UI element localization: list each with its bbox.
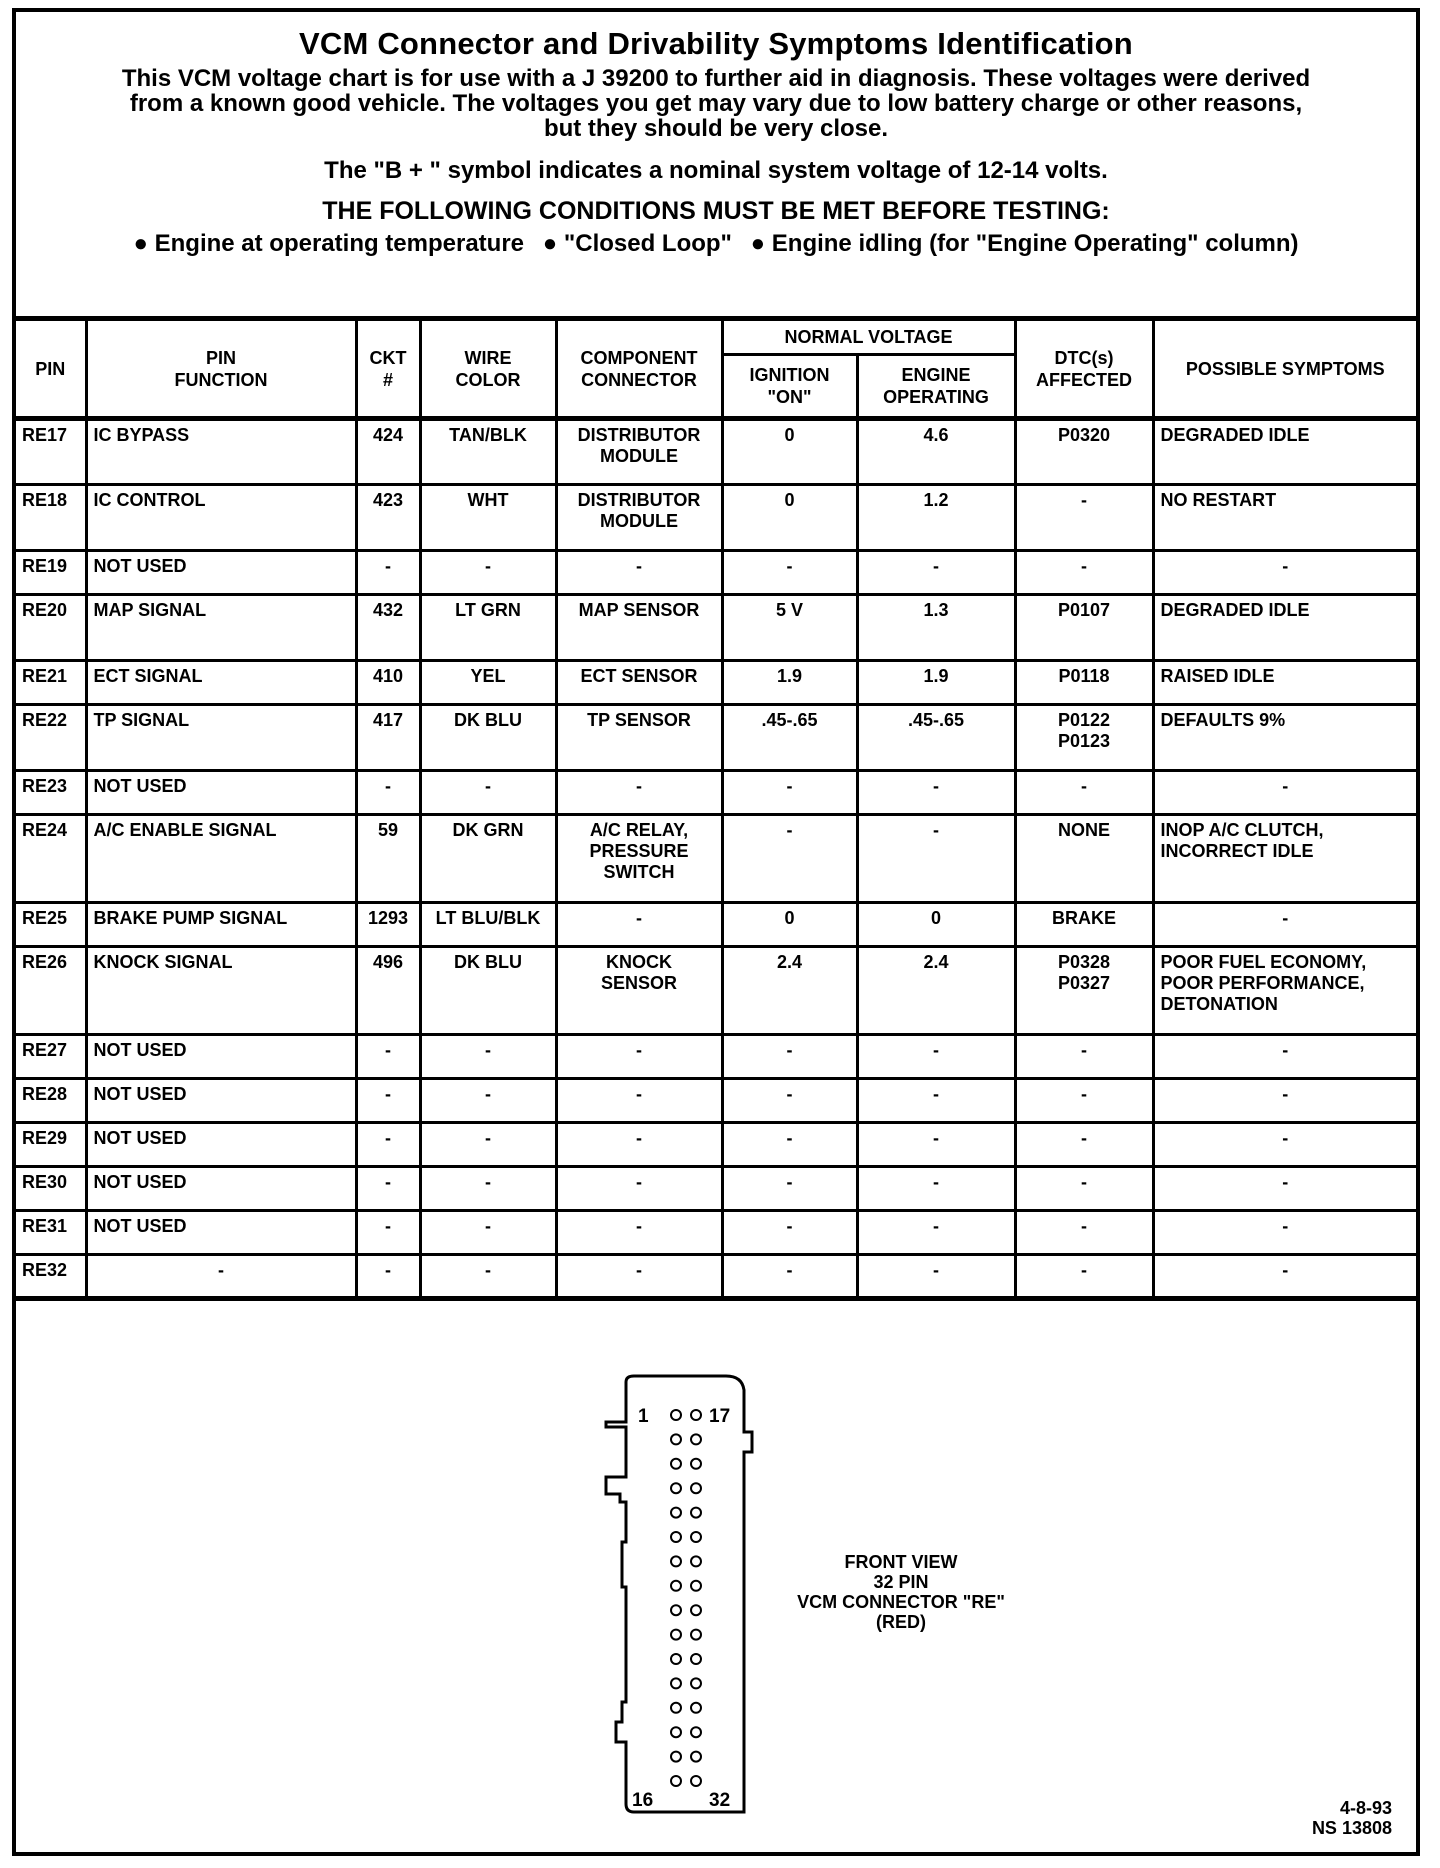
cell-engine-operating: - [857,1255,1015,1299]
pin-label-32: 32 [709,1790,731,1811]
col-header-dtc-affected: DTC(s) AFFECTED [1015,319,1153,419]
table-row [16,815,1416,903]
cell-possible-symptoms: NO RESTART [1153,485,1416,551]
cell-pin: RE27 [16,1035,86,1079]
cell-pin: RE19 [16,551,86,595]
cell-wire-color: - [420,1123,556,1167]
cell-possible-symptoms: RAISED IDLE [1153,661,1416,705]
cell-ckt: 59 [356,815,420,903]
table-row [16,1255,1416,1299]
table-row [16,1035,1416,1079]
cell-pin-function: MAP SIGNAL [86,595,356,661]
cell-wire-color: - [420,551,556,595]
pin-hole [671,1483,681,1493]
cell-wire-color: - [420,771,556,815]
col-header-pin: PIN [16,319,86,419]
cell-pin-function: - [86,1255,356,1299]
pin-hole [671,1678,681,1688]
pin-hole [671,1410,681,1420]
cell-dtc-affected: - [1015,771,1153,815]
cell-component-connector: A/C RELAY, PRESSURE SWITCH [556,815,722,903]
intro-line-3: but they should be very close. [543,115,889,142]
cell-wire-color: WHT [420,485,556,551]
pin-hole [671,1508,681,1518]
cell-component-connector: ECT SENSOR [556,661,722,705]
document-header [16,12,1416,312]
cell-ignition-on: 1.9 [722,661,857,705]
cell-ckt: - [356,1123,420,1167]
cell-component-connector: - [556,1079,722,1123]
cell-pin: RE25 [16,903,86,947]
pin-hole [671,1654,681,1664]
table-header-row [16,319,1416,355]
pin-hole [691,1630,701,1640]
table-row [16,1211,1416,1255]
connector-caption [756,1552,1046,1632]
cell-component-connector: - [556,771,722,815]
table-row [16,705,1416,771]
caption-line: (RED) [876,1612,926,1632]
cell-ignition-on: - [722,1079,857,1123]
pin-hole [671,1605,681,1615]
pin-hole [671,1532,681,1542]
pin-hole [691,1605,701,1615]
pin-hole [691,1703,701,1713]
cell-pin-function: IC BYPASS [86,419,356,485]
cell-pin-function: KNOCK SIGNAL [86,947,356,1035]
cell-component-connector: KNOCK SENSOR [556,947,722,1035]
cell-component-connector: DISTRIBUTOR MODULE [556,485,722,551]
condition-item: ● "Closed Loop" [542,230,732,257]
cell-wire-color: - [420,1167,556,1211]
document-reference [1312,1798,1392,1838]
table-row [16,1167,1416,1211]
cell-engine-operating: 1.3 [857,595,1015,661]
connector-diagram [576,1372,776,1822]
cell-component-connector: - [556,1211,722,1255]
cell-ignition-on: 0 [722,903,857,947]
col-header-ignition-on: IGNITION "ON" [722,355,857,419]
cell-ignition-on: - [722,1211,857,1255]
bplus-note: The "B + " symbol indicates a nominal system voltage of 12-14 volts. [324,157,1108,184]
cell-component-connector: - [556,1123,722,1167]
cell-engine-operating: 2.4 [857,947,1015,1035]
cell-pin-function: BRAKE PUMP SIGNAL [86,903,356,947]
intro-paragraph [56,66,1376,141]
cell-wire-color: DK BLU [420,705,556,771]
cell-wire-color: DK GRN [420,815,556,903]
cell-component-connector: TP SENSOR [556,705,722,771]
caption-line: 32 PIN [873,1572,929,1592]
cell-ignition-on: - [722,1123,857,1167]
caption-line: FRONT VIEW [844,1552,958,1572]
document-title: VCM Connector and Drivability Symptoms Identification [299,26,1133,61]
intro-line-2: from a known good vehicle. The voltages you get may vary due to low battery charge or other reasons, [129,90,1303,117]
cell-possible-symptoms: - [1153,1123,1416,1167]
pin-label-1: 1 [638,1406,649,1427]
col-header-ckt: CKT # [356,319,420,419]
pin-hole [691,1581,701,1591]
pin-holes [671,1410,701,1786]
cell-engine-operating: - [857,1211,1015,1255]
pin-hole [691,1410,701,1420]
cell-ckt: 424 [356,419,420,485]
cell-dtc-affected: - [1015,1079,1153,1123]
cell-pin: RE24 [16,815,86,903]
cell-possible-symptoms: DEGRADED IDLE [1153,595,1416,661]
pin-hole [691,1678,701,1688]
vcm-voltage-table [16,316,1416,1301]
cell-wire-color: - [420,1255,556,1299]
cell-wire-color: - [420,1035,556,1079]
cell-pin-function: IC CONTROL [86,485,356,551]
pin-hole [691,1459,701,1469]
cell-possible-symptoms: - [1153,551,1416,595]
cell-possible-symptoms: - [1153,1079,1416,1123]
cell-possible-symptoms: DEGRADED IDLE [1153,419,1416,485]
cell-possible-symptoms: INOP A/C CLUTCH, INCORRECT IDLE [1153,815,1416,903]
cell-pin-function: ECT SIGNAL [86,661,356,705]
cell-engine-operating: - [857,815,1015,903]
cell-ckt: - [356,551,420,595]
cell-possible-symptoms: - [1153,903,1416,947]
cell-pin: RE22 [16,705,86,771]
cell-ckt: 1293 [356,903,420,947]
cell-pin: RE20 [16,595,86,661]
cell-dtc-affected: BRAKE [1015,903,1153,947]
pin-hole [671,1459,681,1469]
pin-hole [671,1703,681,1713]
pin-hole [691,1776,701,1786]
cell-ignition-on: - [722,771,857,815]
pin-hole [691,1532,701,1542]
cell-dtc-affected: - [1015,1255,1153,1299]
cell-wire-color: TAN/BLK [420,419,556,485]
cell-ckt: - [356,1167,420,1211]
cell-pin-function: NOT USED [86,1035,356,1079]
pin-hole [691,1508,701,1518]
pin-hole [671,1434,681,1444]
cell-pin: RE17 [16,419,86,485]
cell-component-connector: - [556,551,722,595]
table-row [16,419,1416,485]
cell-engine-operating: - [857,1167,1015,1211]
cell-ckt: 417 [356,705,420,771]
cell-dtc-affected: - [1015,1167,1153,1211]
cell-pin: RE32 [16,1255,86,1299]
cell-engine-operating: 4.6 [857,419,1015,485]
cell-ckt: - [356,1079,420,1123]
table-row [16,485,1416,551]
cell-ignition-on: 0 [722,485,857,551]
cell-possible-symptoms: - [1153,771,1416,815]
cell-ckt: - [356,771,420,815]
cell-engine-operating: .45-.65 [857,705,1015,771]
cell-ckt: 496 [356,947,420,1035]
connector-outline [606,1376,752,1812]
document-number: NS 13808 [1311,1818,1392,1838]
cell-possible-symptoms: DEFAULTS 9% [1153,705,1416,771]
cell-ignition-on: - [722,551,857,595]
cell-pin: RE18 [16,485,86,551]
caption-line: VCM CONNECTOR "RE" [797,1592,1005,1612]
cell-dtc-affected: P0328 P0327 [1015,947,1153,1035]
cell-component-connector: - [556,1255,722,1299]
pin-label-17: 17 [709,1406,731,1427]
cell-component-connector: - [556,903,722,947]
cell-component-connector: - [556,1167,722,1211]
cell-pin-function: NOT USED [86,1167,356,1211]
cell-wire-color: DK BLU [420,947,556,1035]
cell-dtc-affected: - [1015,1035,1153,1079]
table-row [16,771,1416,815]
table-row [16,595,1416,661]
cell-dtc-affected: - [1015,1211,1153,1255]
cell-ckt: - [356,1211,420,1255]
cell-pin: RE28 [16,1079,86,1123]
cell-possible-symptoms: - [1153,1035,1416,1079]
cell-wire-color: - [420,1079,556,1123]
table-row [16,947,1416,1035]
pin-hole [691,1727,701,1737]
cell-pin-function: TP SIGNAL [86,705,356,771]
col-header-pin-function: PIN FUNCTION [86,319,356,419]
condition-item: ● Engine idling (for "Engine Operating" column) [750,230,1299,257]
cell-ignition-on: - [722,1167,857,1211]
pin-hole [691,1483,701,1493]
cell-ignition-on: - [722,1255,857,1299]
cell-component-connector: - [556,1035,722,1079]
pin-hole [671,1776,681,1786]
cell-pin-function: NOT USED [86,1079,356,1123]
cell-engine-operating: 1.9 [857,661,1015,705]
col-header-engine-operating: ENGINE OPERATING [857,355,1015,419]
cell-dtc-affected: - [1015,1123,1153,1167]
table-row [16,903,1416,947]
cell-ckt: 432 [356,595,420,661]
cell-ignition-on: 5 V [722,595,857,661]
pin-hole [691,1752,701,1762]
pin-hole [671,1752,681,1762]
cell-ignition-on: - [722,1035,857,1079]
cell-pin: RE29 [16,1123,86,1167]
cell-pin: RE26 [16,947,86,1035]
pin-hole [671,1581,681,1591]
table-row [16,1123,1416,1167]
cell-dtc-affected: NONE [1015,815,1153,903]
cell-engine-operating: - [857,551,1015,595]
cell-ckt: - [356,1035,420,1079]
cell-possible-symptoms: - [1153,1211,1416,1255]
cell-ignition-on: .45-.65 [722,705,857,771]
cell-dtc-affected: P0320 [1015,419,1153,485]
cell-component-connector: MAP SENSOR [556,595,722,661]
table-row [16,661,1416,705]
conditions-title: THE FOLLOWING CONDITIONS MUST BE MET BEFORE TESTING: [322,197,1110,225]
col-header-wire-color: WIRE COLOR [420,319,556,419]
cell-pin: RE30 [16,1167,86,1211]
cell-pin-function: NOT USED [86,771,356,815]
document-sheet [12,8,1420,1856]
cell-possible-symptoms: - [1153,1167,1416,1211]
col-header-possible-symptoms: POSSIBLE SYMPTOMS [1153,319,1416,419]
cell-ckt: 423 [356,485,420,551]
cell-ignition-on: - [722,815,857,903]
pin-label-16: 16 [632,1790,654,1811]
document-date: 4-8-93 [1339,1798,1392,1818]
pin-hole [671,1727,681,1737]
cell-wire-color: YEL [420,661,556,705]
table-body [16,419,1416,1299]
cell-pin-function: NOT USED [86,1211,356,1255]
cell-wire-color: - [420,1211,556,1255]
pin-hole [691,1434,701,1444]
cell-ckt: 410 [356,661,420,705]
cell-wire-color: LT BLU/BLK [420,903,556,947]
col-header-normal-voltage: NORMAL VOLTAGE [722,319,1015,355]
pin-hole [671,1630,681,1640]
cell-engine-operating: 1.2 [857,485,1015,551]
cell-dtc-affected: P0122 P0123 [1015,705,1153,771]
cell-possible-symptoms: - [1153,1255,1416,1299]
col-header-component-connector: COMPONENT CONNECTOR [556,319,722,419]
cell-ignition-on: 2.4 [722,947,857,1035]
cell-engine-operating: - [857,771,1015,815]
cell-engine-operating: - [857,1035,1015,1079]
cell-dtc-affected: P0107 [1015,595,1153,661]
conditions-list [16,230,1416,258]
condition-item: ● Engine at operating temperature [133,230,525,257]
pin-hole [671,1556,681,1566]
cell-pin: RE31 [16,1211,86,1255]
pin-hole [691,1654,701,1664]
intro-line-1: This VCM voltage chart is for use with a J 39200 to further aid in diagnosis. These voltages were derived [121,65,1311,92]
cell-engine-operating: - [857,1123,1015,1167]
cell-pin: RE21 [16,661,86,705]
cell-dtc-affected: P0118 [1015,661,1153,705]
cell-component-connector: DISTRIBUTOR MODULE [556,419,722,485]
table-row [16,1079,1416,1123]
cell-pin: RE23 [16,771,86,815]
connector-diagram-area [16,1312,1416,1856]
cell-pin-function: NOT USED [86,1123,356,1167]
cell-possible-symptoms: POOR FUEL ECONOMY, POOR PERFORMANCE, DETONATION [1153,947,1416,1035]
cell-pin-function: A/C ENABLE SIGNAL [86,815,356,903]
cell-pin-function: NOT USED [86,551,356,595]
cell-engine-operating: - [857,1079,1015,1123]
cell-ckt: - [356,1255,420,1299]
table-row [16,551,1416,595]
pin-hole [691,1556,701,1566]
cell-dtc-affected: - [1015,485,1153,551]
cell-engine-operating: 0 [857,903,1015,947]
cell-wire-color: LT GRN [420,595,556,661]
cell-ignition-on: 0 [722,419,857,485]
cell-dtc-affected: - [1015,551,1153,595]
